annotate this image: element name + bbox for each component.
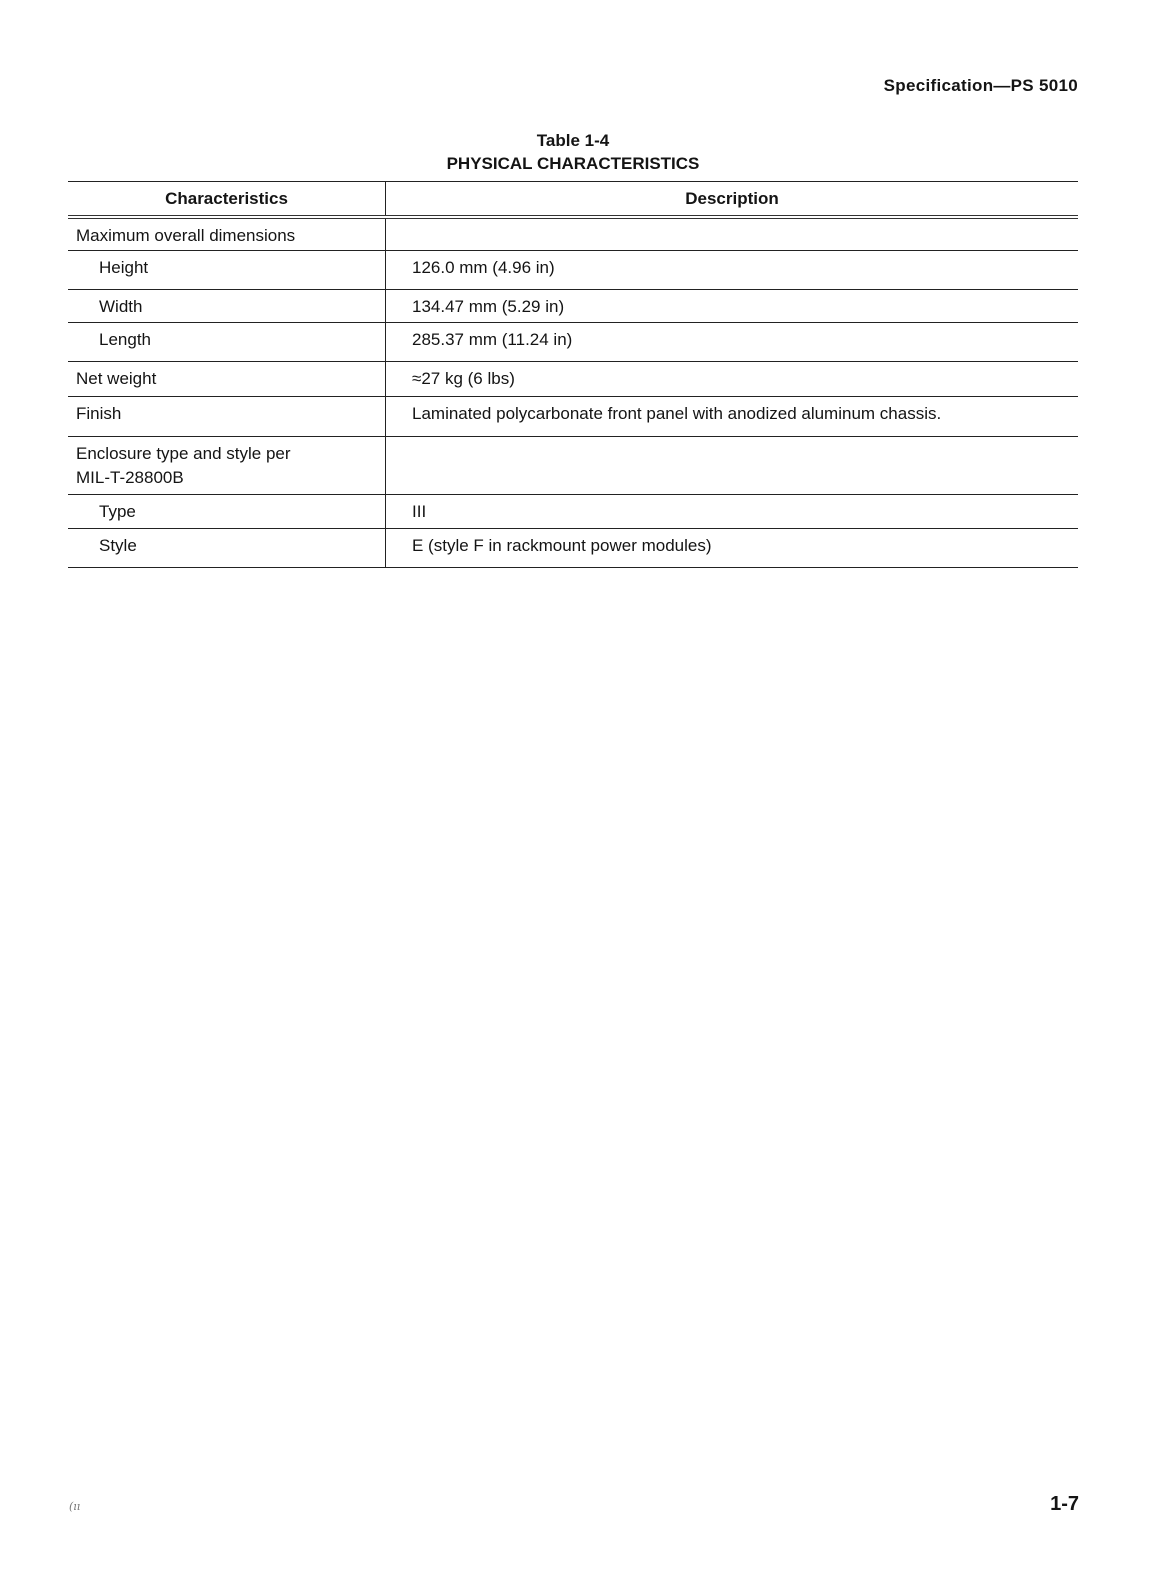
running-head: Specification—PS 5010 <box>883 76 1078 95</box>
footer-mark: (ıı <box>69 1500 81 1513</box>
table-header-row <box>68 182 1078 218</box>
table-title: PHYSICAL CHARACTERISTICS <box>446 154 700 173</box>
column-header-characteristics: Characteristics <box>68 182 386 218</box>
characteristic-cell: Enclosure type and style per MIL-T-28800B <box>68 437 386 495</box>
page-number: 1-7 <box>1050 1493 1079 1515</box>
table-row <box>68 217 1078 251</box>
table-row <box>68 362 1078 397</box>
table-row <box>68 437 1078 495</box>
column-header-description: Description <box>386 182 1079 218</box>
table-row <box>68 529 1078 568</box>
description-cell: Laminated polycarbonate front panel with anodized aluminum chassis. <box>386 397 1079 437</box>
description-cell: E (style F in rackmount power modules) <box>386 529 1079 568</box>
characteristic-cell: Finish <box>68 397 386 437</box>
characteristic-cell: Type <box>68 495 386 529</box>
description-cell: III <box>386 495 1079 529</box>
description-cell: 134.47 mm (5.29 in) <box>386 290 1079 323</box>
characteristic-cell: Net weight <box>68 362 386 397</box>
description-cell <box>386 437 1079 495</box>
description-cell <box>386 217 1079 251</box>
characteristic-cell: Style <box>68 529 386 568</box>
description-cell: 126.0 mm (4.96 in) <box>386 251 1079 290</box>
table-row <box>68 495 1078 529</box>
characteristic-cell: Maximum overall dimensions <box>68 217 386 251</box>
table-row <box>68 251 1078 290</box>
table-row <box>68 397 1078 437</box>
table-row <box>68 323 1078 362</box>
table-number: Table 1-4 <box>536 131 610 150</box>
characteristic-cell: Length <box>68 323 386 362</box>
characteristic-cell: Height <box>68 251 386 290</box>
physical-characteristics-table <box>68 181 1078 568</box>
table-caption <box>68 129 1078 175</box>
description-cell: 285.37 mm (11.24 in) <box>386 323 1079 362</box>
characteristic-cell: Width <box>68 290 386 323</box>
table-row <box>68 290 1078 323</box>
description-cell: ≈27 kg (6 lbs) <box>386 362 1079 397</box>
